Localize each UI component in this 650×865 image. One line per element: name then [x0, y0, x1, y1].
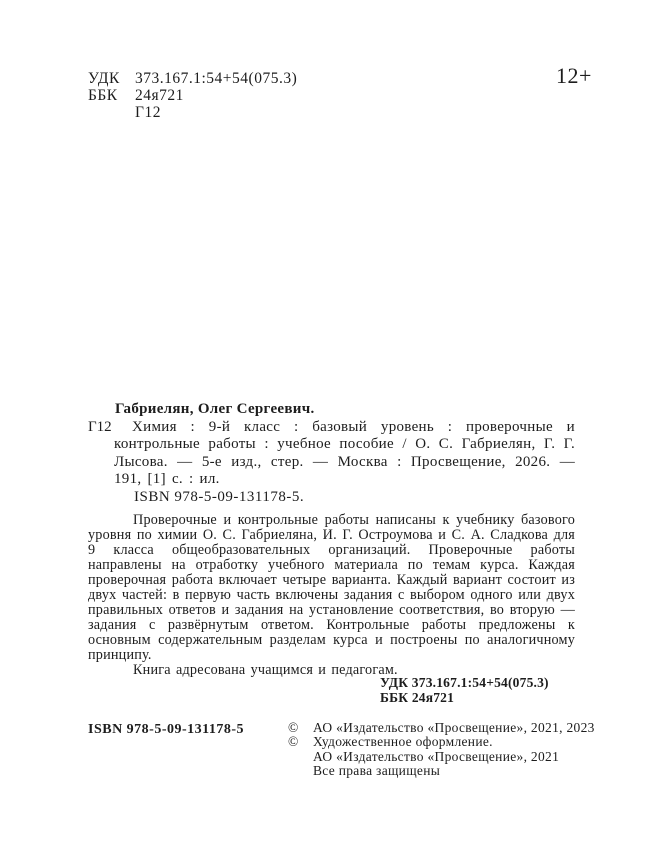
copyright-text: Все права защищены: [313, 763, 441, 779]
bbk-row: [88, 87, 297, 104]
age-rating-badge: 12+: [556, 63, 592, 88]
copyright-line: [288, 721, 603, 735]
author-sign-row: [88, 104, 297, 121]
copyright-line: [288, 735, 603, 749]
copyright-text: АО «Издательство «Просвещение», 2021, 2023: [313, 720, 595, 735]
annotation-block: [88, 513, 575, 678]
bibliographic-description: Химия : 9-й класс : базовый уровень : проверочные и контрольные работы : учебное пособие / О. С. Габриелян, Г. Г. Лысова. — 5-е изд., стер. — Москва : Просвещение, 2026. — 191, [1] с. : ил.: [114, 418, 575, 488]
catalog-entry: [88, 419, 575, 489]
udk-value: 373.167.1:54+54(075.3): [135, 70, 298, 87]
udk-footer: УДК 373.167.1:54+54(075.3): [380, 675, 549, 690]
classification-block: [88, 70, 297, 122]
bbk-footer: ББК 24я721: [380, 689, 455, 705]
udk-row: [88, 70, 297, 87]
classification-footer: [380, 676, 549, 705]
author-sign-spacer: [88, 104, 135, 121]
udk-label: УДК: [88, 70, 120, 87]
author-heading: Габриелян, Олег Сергеевич.: [115, 401, 315, 417]
bbk-value: 24я721: [135, 87, 184, 105]
author-sign-code: Г12: [135, 104, 161, 122]
catalog-card: [88, 401, 575, 507]
catalog-isbn-line: ISBN 978-5-09-131178-5.: [134, 488, 305, 505]
copyright-text: АО «Издательство «Просвещение», 2021: [313, 748, 560, 764]
annotation-paragraph: Проверочные и контрольные работы написаны к учебнику базового уровня по химии О. С. Габриеляна, И. Г. Остроумова и С. А. Сладкова для 9 класса общеобразовательных организаций. Проверочные работы направлены на отработку учебного материала по темам курса. Каждая проверочная работа включает четыре варианта. Каждый вариант состоит из двух частей: в первую часть включены задания с выбором одного или двух правильных ответов и задания на установление соответствия, во вторую — задания с развёрнутым ответом. Контрольные работы предложены к основным содержательным разделам курса и построены по аналогичному принципу.: [88, 512, 575, 663]
imprint-isbn: ISBN 978-5-09-131178-5: [88, 722, 245, 737]
copyright-text: Художественное оформление.: [313, 734, 493, 750]
copyright-symbol: ©: [288, 734, 299, 750]
copyright-symbol: ©: [288, 720, 299, 735]
copyright-block: [288, 721, 603, 779]
entry-sign: Г12: [88, 418, 112, 435]
copyright-line: [288, 764, 603, 778]
copyright-line: [288, 750, 603, 764]
audience-paragraph: Книга адресована учащимся и педагогам.: [133, 662, 398, 678]
bbk-label: ББК: [88, 87, 118, 105]
